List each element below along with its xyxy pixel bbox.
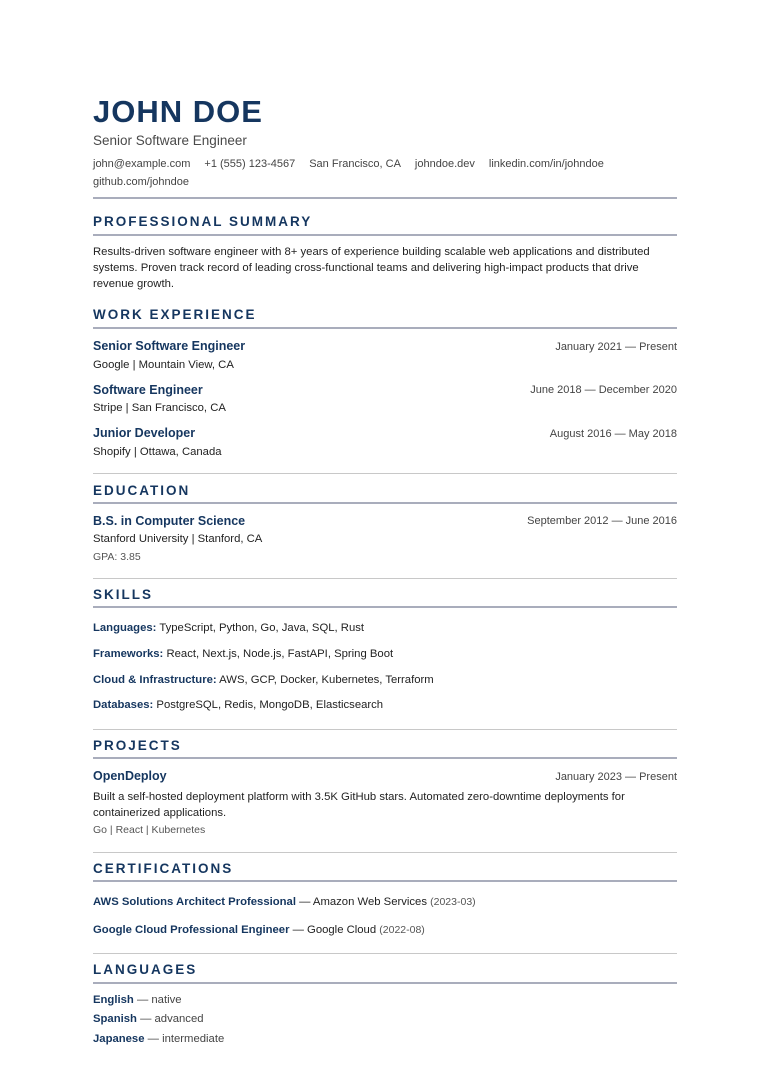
degree-title: B.S. in Computer Science [93, 514, 246, 528]
school-name: Stanford University | Stanford, CA [93, 533, 263, 545]
language-name: Spanish [93, 1013, 137, 1025]
job-title: Senior Software Engineer [93, 339, 246, 353]
language-level: — advanced [140, 1013, 204, 1025]
language-item [93, 1031, 677, 1047]
section-divider [93, 953, 677, 954]
project-tech: Go | React | Kubernetes [93, 824, 206, 836]
contact-phone[interactable]: +1 (555) 123-4567 [204, 158, 296, 170]
certification-date: (2023-03) [430, 896, 476, 908]
certification-name: AWS Solutions Architect Professional [93, 896, 296, 908]
certification-name: Google Cloud Professional Engineer [93, 924, 290, 936]
contact-linkedin[interactable]: linkedin.com/in/johndoe [488, 158, 604, 170]
skills-heading-rule [93, 606, 677, 608]
skill-items: PostgreSQL, Redis, MongoDB, Elasticsearch [156, 699, 384, 711]
project-dates: January 2023 — Present [555, 771, 677, 783]
job-org: Google | Mountain View, CA [93, 359, 234, 371]
job-dates: June 2018 — December 2020 [530, 384, 677, 396]
contact-website[interactable]: johndoe.dev [414, 158, 475, 170]
languages-heading: LANGUAGES [93, 962, 198, 977]
skill-group [93, 620, 677, 636]
certification-issuer: — Google Cloud [292, 924, 377, 936]
skill-group [93, 646, 677, 662]
languages-heading-rule [93, 982, 677, 984]
contact-email[interactable]: john@example.com [93, 158, 191, 170]
section-divider [93, 852, 677, 853]
certification-item [93, 894, 677, 910]
language-name: Japanese [93, 1033, 145, 1045]
certifications-heading-rule [93, 880, 677, 882]
project-description: Built a self-hosted deployment platform with 3.5K GitHub stars. Automated zero-downtime deployments for containerized applications. [93, 791, 625, 819]
projects-heading: PROJECTS [93, 738, 182, 753]
experience-heading-rule [93, 327, 677, 329]
language-level: — native [136, 994, 182, 1006]
certification-issuer: — Amazon Web Services [299, 896, 427, 908]
certifications-heading: CERTIFICATIONS [93, 861, 234, 876]
skill-label: Languages: [93, 622, 157, 634]
job-dates: August 2016 — May 2018 [549, 428, 677, 440]
project-name: OpenDeploy [93, 769, 167, 783]
section-divider [93, 473, 677, 474]
section-divider [93, 578, 677, 579]
section-divider [93, 729, 677, 730]
education-dates: September 2012 — June 2016 [527, 515, 677, 527]
skill-label: Databases: [93, 699, 154, 711]
candidate-name: JOHN DOE [93, 94, 263, 129]
language-level: — intermediate [147, 1033, 225, 1045]
skill-group [93, 672, 677, 688]
certification-item [93, 922, 677, 938]
language-item [93, 1011, 677, 1027]
skill-label: Cloud & Infrastructure: [93, 674, 217, 686]
job-title: Junior Developer [93, 426, 196, 440]
skill-items: React, Next.js, Node.js, FastAPI, Spring Boot [166, 648, 394, 660]
certification-date: (2022-08) [379, 924, 425, 936]
gpa: GPA: 3.85 [93, 551, 141, 563]
skills-heading: SKILLS [93, 587, 154, 602]
projects-heading-rule [93, 757, 677, 759]
summary-text: Results-driven software engineer with 8+ years of experience building scalable web applications and distributed systems. Proven track record of leading cross-functional teams and delivering high-impact products that drive revenue growth. [93, 246, 650, 290]
skill-group [93, 697, 677, 713]
contact-line [93, 155, 677, 191]
language-name: English [93, 994, 134, 1006]
skill-items: TypeScript, Python, Go, Java, SQL, Rust [159, 622, 365, 634]
candidate-title: Senior Software Engineer [93, 133, 247, 148]
job-title: Software Engineer [93, 383, 203, 397]
job-org: Stripe | San Francisco, CA [93, 402, 226, 414]
education-heading: EDUCATION [93, 483, 191, 498]
language-item [93, 992, 677, 1008]
job-org: Shopify | Ottawa, Canada [93, 446, 222, 458]
skill-label: Frameworks: [93, 648, 164, 660]
contact-github[interactable]: github.com/johndoe [93, 176, 190, 188]
contact-location: San Francisco, CA [309, 158, 401, 170]
experience-heading: WORK EXPERIENCE [93, 307, 257, 322]
summary-heading: PROFESSIONAL SUMMARY [93, 214, 313, 229]
education-heading-rule [93, 502, 677, 504]
header-divider [93, 197, 677, 199]
skill-items: AWS, GCP, Docker, Kubernetes, Terraform [219, 674, 434, 686]
summary-heading-rule [93, 234, 677, 236]
job-dates: January 2021 — Present [555, 341, 677, 353]
